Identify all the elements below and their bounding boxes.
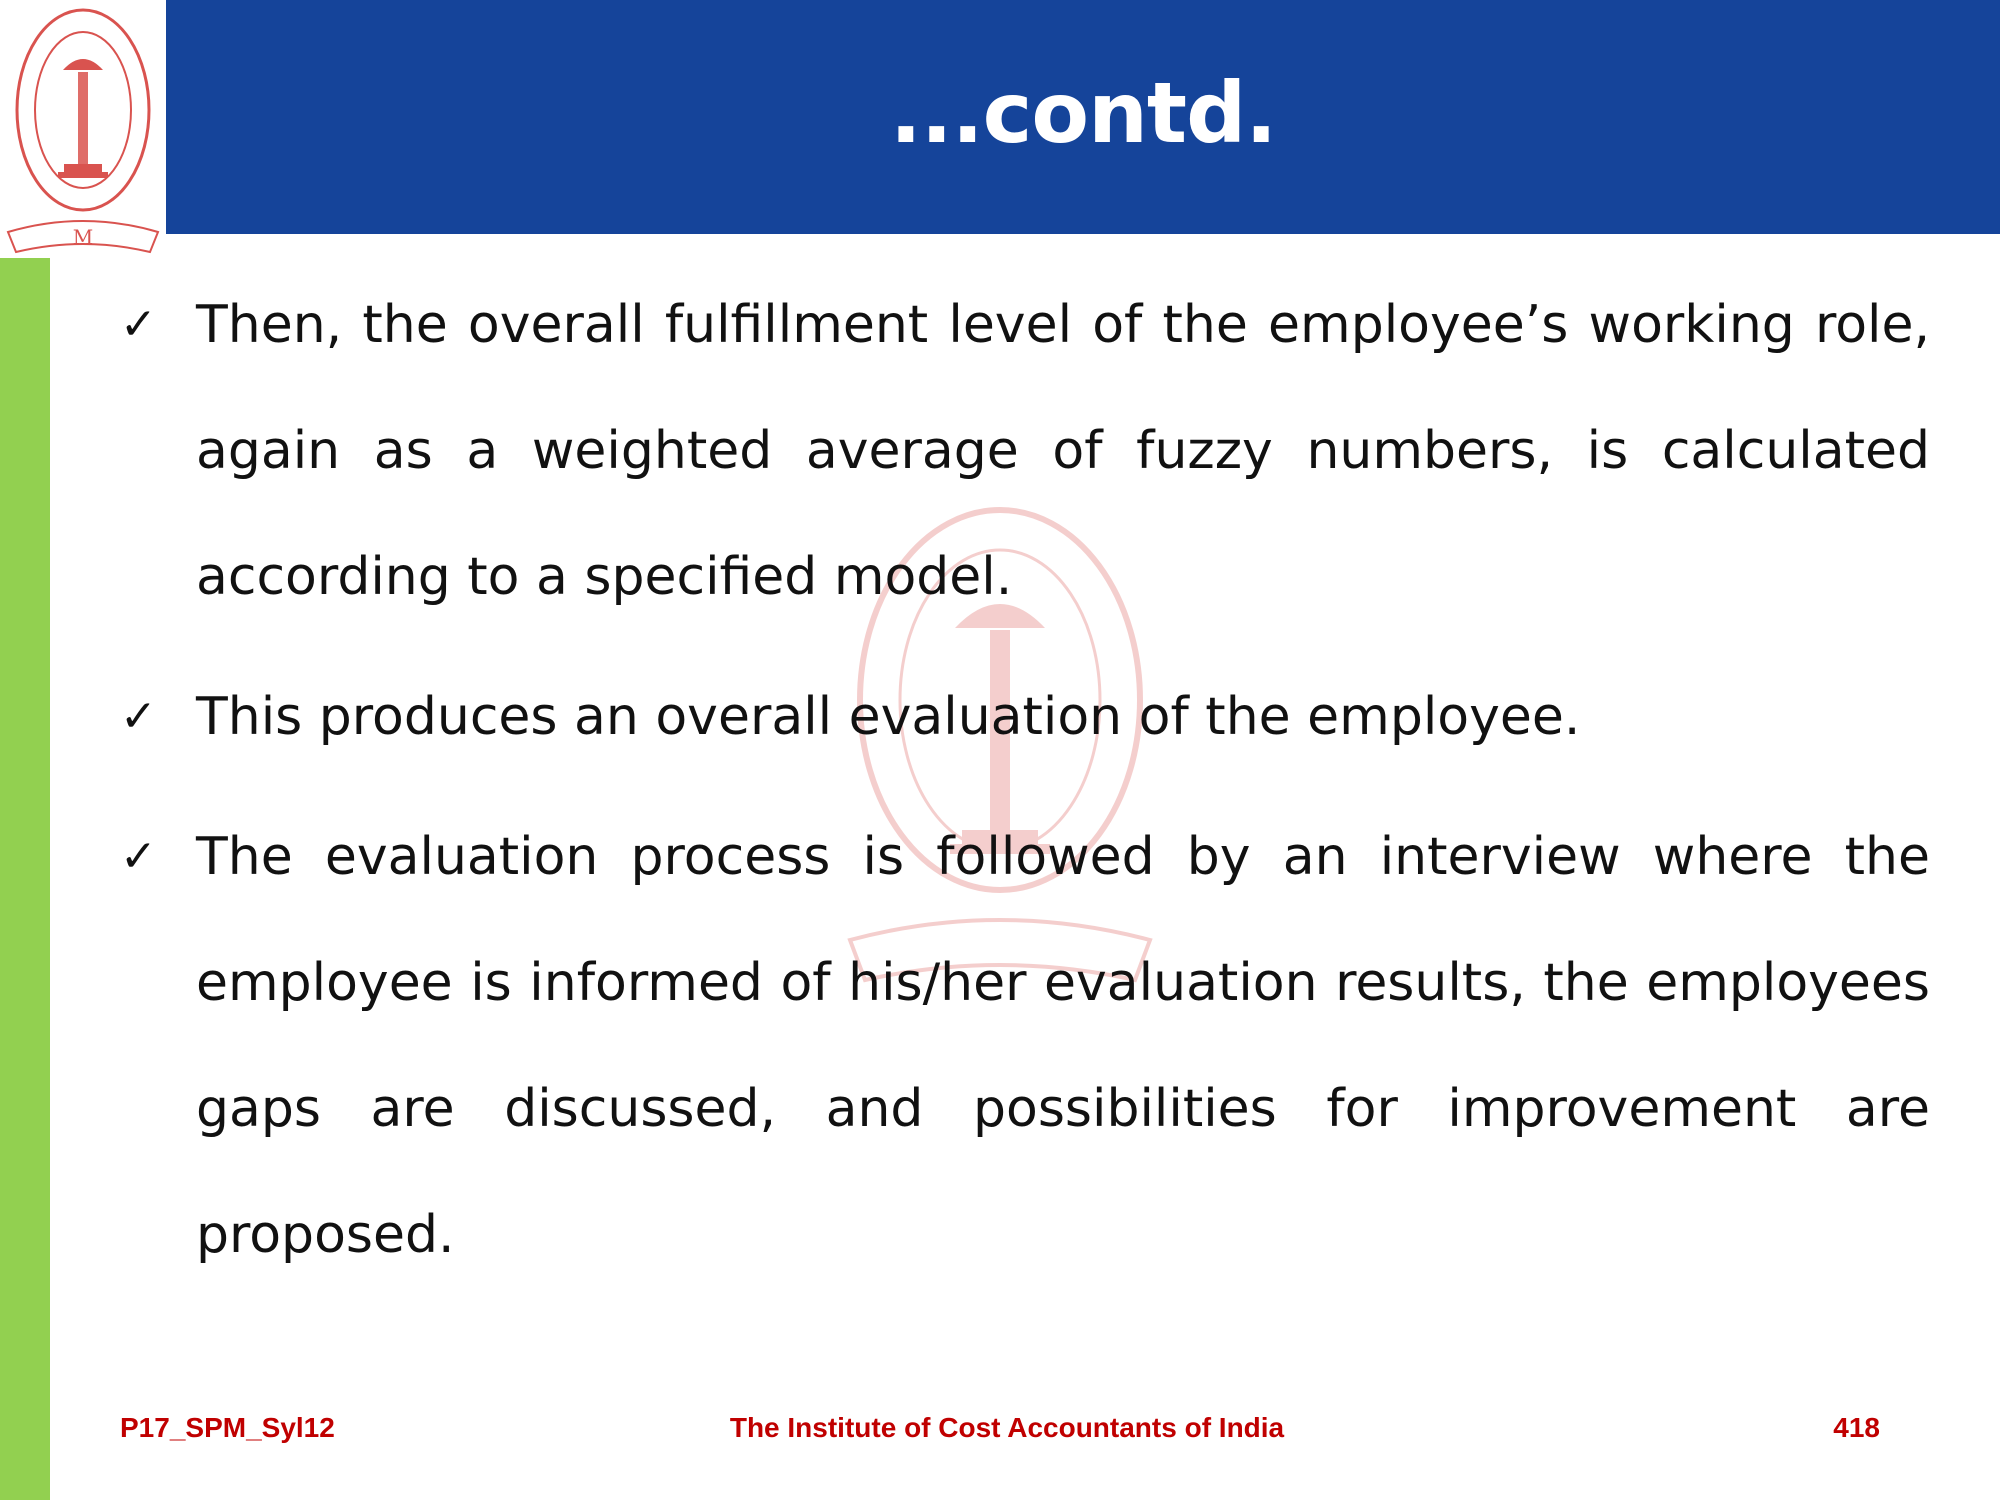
bullet-item [120,654,1930,780]
bullet-text: This produces an overall evaluation of the employee. [196,687,1581,747]
bullet-text: Then, the overall fulfillment level of the employee’s working role, again as a weighted average of fuzzy numbers, is calculated according to a specified model. [196,295,1930,607]
slide-title: ...contd. [889,64,1277,162]
checkmark-icon: ✓ [120,691,157,742]
institute-seal-icon [0,0,166,258]
bullet-list [120,262,1930,1312]
footer-institute-name: The Institute of Cost Accountants of India [729,1412,1285,1443]
bullet-item [120,262,1930,640]
bullet-item [120,794,1930,1298]
side-accent-bar [0,258,50,1500]
institute-logo [0,0,166,258]
footer-course-code: P17_SPM_Syl12 [120,1412,335,1443]
bullet-text: The evaluation process is followed by an interview where the employee is informed of his/her evaluation results, the employees gaps are discussed, and possibilities for improvement are proposed. [196,827,1930,1265]
footer-page-number: 418 [1833,1412,1880,1443]
checkmark-icon: ✓ [120,831,157,882]
checkmark-icon: ✓ [120,299,157,350]
svg-text:M: M [72,225,94,249]
